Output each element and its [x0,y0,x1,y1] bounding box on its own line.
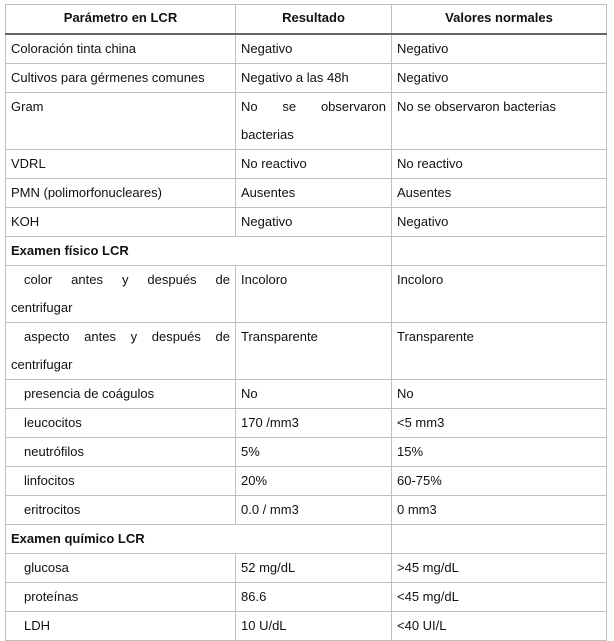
param-word: y [121,271,129,287]
header-parametro: Parámetro en LCR [6,5,236,34]
param-cell: Coloración tinta china [6,34,236,64]
table-row [6,466,607,495]
result-cell: Negativo a las 48h [236,63,392,92]
normal-cell: No reactivo [392,149,607,178]
param-word: aspecto [24,328,70,344]
result-cell: No reactivo [236,149,392,178]
section-row-examen-fisico [6,236,607,265]
table-row [6,178,607,207]
table-row [6,582,607,611]
result-line-1 [241,93,386,121]
table-row [6,265,607,322]
param-cell: LDH [6,611,236,640]
table-row [6,207,607,236]
param-word: después [147,271,197,287]
result-line-2: bacterias [241,126,294,142]
param-word: color [24,271,53,287]
param-cell: linfocitos [6,466,236,495]
normal-cell: No se observaron bacterias [392,92,607,149]
table-row [6,437,607,466]
param-cell: VDRL [6,149,236,178]
param-cell: neutrófilos [6,437,236,466]
table-row [6,611,607,640]
param-cell: KOH [6,207,236,236]
normal-cell: No [392,379,607,408]
result-word: observaron [320,98,386,114]
normal-cell: Incoloro [392,265,607,322]
section-title: Examen químico LCR [6,524,392,553]
param-cell: Cultivos para gérmenes comunes [6,63,236,92]
result-word: No [241,98,258,114]
param-cell: leucocitos [6,408,236,437]
table-row [6,63,607,92]
normal-cell: Negativo [392,34,607,64]
param-cell [6,265,236,322]
normal-cell: Ausentes [392,178,607,207]
param-cell: presencia de coágulos [6,379,236,408]
result-cell: Ausentes [236,178,392,207]
param-cell: Gram [6,92,236,149]
param-line-2: centrifugar [11,356,73,372]
param-line-1 [24,323,230,351]
param-cell [6,322,236,379]
param-word: antes [84,328,116,344]
table-row [6,149,607,178]
param-word: antes [71,271,103,287]
normal-cell: Negativo [392,63,607,92]
table-row [6,92,607,149]
header-row [6,5,607,34]
table-row [6,553,607,582]
param-word: de [215,328,230,344]
header-valores-normales: Valores normales [392,5,607,34]
result-cell: 52 mg/dL [236,553,392,582]
result-cell: No [236,379,392,408]
normal-cell: <45 mg/dL [392,582,607,611]
param-cell: PMN (polimorfonucleares) [6,178,236,207]
lcr-results-table [5,4,607,641]
normal-cell: >45 mg/dL [392,553,607,582]
section-row-examen-quimico [6,524,607,553]
normal-cell: <40 UI/L [392,611,607,640]
table-row [6,495,607,524]
result-cell: 170 /mm3 [236,408,392,437]
normal-cell: Negativo [392,207,607,236]
table-row [6,408,607,437]
normal-cell: 0 mm3 [392,495,607,524]
normal-cell: Transparente [392,322,607,379]
normal-cell: 15% [392,437,607,466]
table-body [6,34,607,641]
empty-cell [392,524,607,553]
param-word: y [130,328,138,344]
section-title: Examen físico LCR [6,236,392,265]
param-cell: proteínas [6,582,236,611]
result-word: se [282,98,297,114]
result-cell: 5% [236,437,392,466]
param-cell: glucosa [6,553,236,582]
param-cell: eritrocitos [6,495,236,524]
table-row [6,379,607,408]
result-cell: 20% [236,466,392,495]
table-header [6,5,607,34]
header-resultado: Resultado [236,5,392,34]
result-cell [236,92,392,149]
result-cell: 0.0 / mm3 [236,495,392,524]
result-cell: Transparente [236,322,392,379]
param-word: después [151,328,201,344]
table-row [6,322,607,379]
param-word: de [215,271,230,287]
param-line-2: centrifugar [11,299,73,315]
normal-cell: <5 mm3 [392,408,607,437]
result-cell: Negativo [236,207,392,236]
result-cell: 86.6 [236,582,392,611]
param-line-1 [24,266,230,294]
empty-cell [392,236,607,265]
table-row [6,34,607,64]
normal-cell: 60-75% [392,466,607,495]
result-cell: Negativo [236,34,392,64]
result-cell: Incoloro [236,265,392,322]
result-cell: 10 U/dL [236,611,392,640]
